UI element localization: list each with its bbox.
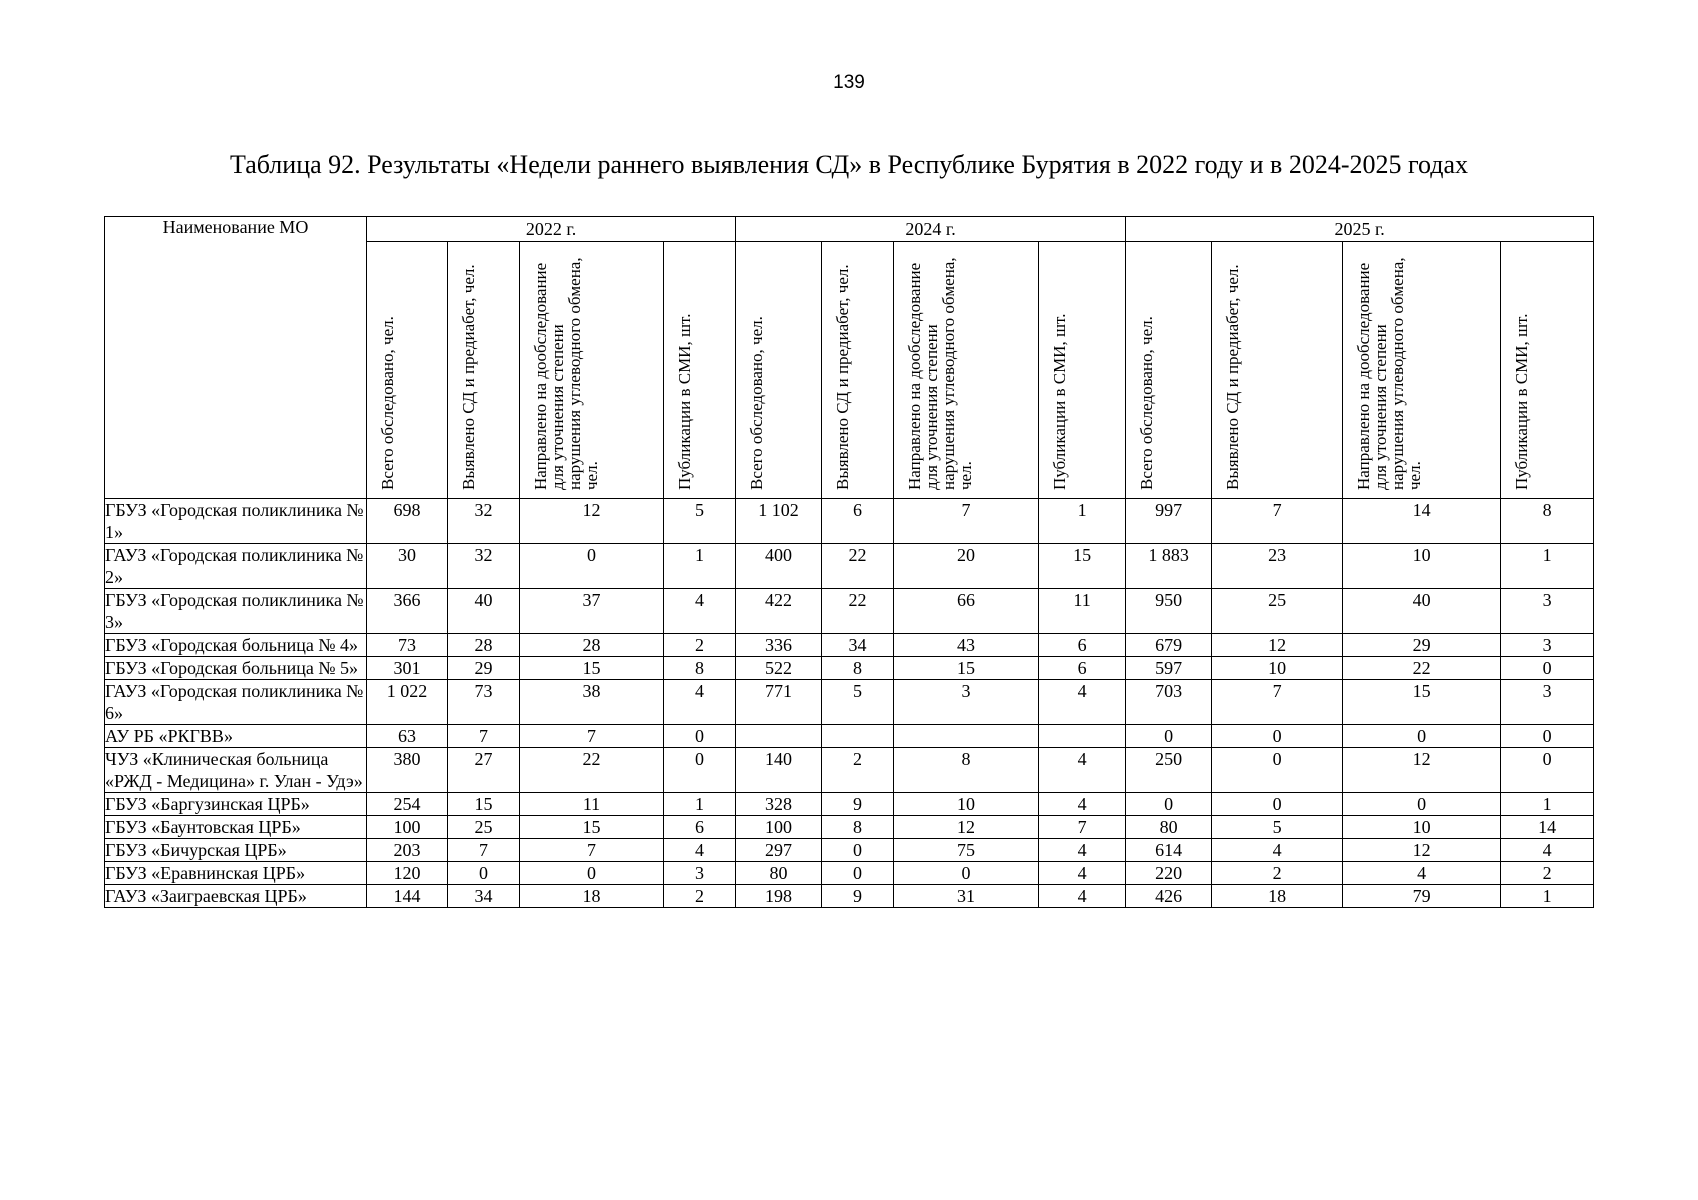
value-cell: 2 [664, 634, 736, 657]
page-number: 139 [833, 72, 865, 93]
value-cell: 250 [1126, 748, 1212, 793]
value-cell: 254 [367, 793, 448, 816]
mo-name: АУ РБ «РКГВВ» [105, 725, 367, 748]
table-row [105, 589, 1594, 634]
value-cell: 6 [1039, 657, 1126, 680]
value-cell: 2 [1212, 862, 1343, 885]
value-cell: 7 [894, 499, 1039, 544]
mo-name: ГАУЗ «Городская поликлиника № 6» [105, 680, 367, 725]
year-header-2024: 2024 г. [736, 217, 1126, 242]
year-header-2025: 2025 г. [1126, 217, 1594, 242]
value-cell: 43 [894, 634, 1039, 657]
value-cell: 22 [822, 589, 894, 634]
value-cell: 4 [1039, 748, 1126, 793]
value-cell: 80 [736, 862, 822, 885]
value-cell: 29 [1343, 634, 1501, 657]
subheader-label: Выявлено СД и предиабет, чел. [1223, 264, 1243, 490]
value-cell: 522 [736, 657, 822, 680]
value-cell: 2 [822, 748, 894, 793]
value-cell: 40 [448, 589, 520, 634]
subheader-label: Направлено на дообследование для уточнения степени нарушения углеводного обмена, чел. [905, 257, 976, 490]
value-cell [822, 725, 894, 748]
value-cell: 7 [1212, 499, 1343, 544]
value-cell: 1 [1501, 793, 1594, 816]
value-cell: 1 [664, 544, 736, 589]
value-cell: 15 [1343, 680, 1501, 725]
table-row [105, 839, 1594, 862]
value-cell: 1 022 [367, 680, 448, 725]
subheader-label: Всего обследовано, чел. [1137, 316, 1157, 490]
value-cell: 12 [1343, 748, 1501, 793]
value-cell: 1 [1501, 885, 1594, 908]
value-cell: 3 [1501, 589, 1594, 634]
mo-name: ГБУЗ «Городская поликлиника № 1» [105, 499, 367, 544]
value-cell: 8 [822, 816, 894, 839]
value-cell: 27 [448, 748, 520, 793]
value-cell: 220 [1126, 862, 1212, 885]
value-cell: 10 [894, 793, 1039, 816]
value-cell: 79 [1343, 885, 1501, 908]
value-cell: 14 [1343, 499, 1501, 544]
subheader-1-1 [367, 242, 448, 499]
subheader-label: Направлено на дообследование для уточнения степени нарушения углеводного обмена, чел. [1354, 257, 1425, 490]
value-cell: 73 [367, 634, 448, 657]
value-cell: 1 102 [736, 499, 822, 544]
table-row [105, 657, 1594, 680]
value-cell: 0 [1212, 725, 1343, 748]
mo-name: ГБУЗ «Городская поликлиника № 3» [105, 589, 367, 634]
year-header-2022: 2022 г. [367, 217, 736, 242]
value-cell: 20 [894, 544, 1039, 589]
value-cell: 7 [520, 839, 664, 862]
value-cell: 25 [448, 816, 520, 839]
value-cell: 9 [822, 793, 894, 816]
table-title: Таблица 92. Результаты «Недели раннего выявления СД» в Республике Бурятия в 2022 году и в 2024-2025 годах [229, 150, 1469, 179]
value-cell: 0 [520, 544, 664, 589]
value-cell: 10 [1343, 816, 1501, 839]
table-row [105, 862, 1594, 885]
value-cell: 12 [894, 816, 1039, 839]
value-cell: 5 [664, 499, 736, 544]
value-cell: 3 [664, 862, 736, 885]
value-cell: 30 [367, 544, 448, 589]
value-cell: 0 [1212, 748, 1343, 793]
mo-name: ГБУЗ «Баргузинская ЦРБ» [105, 793, 367, 816]
table-row [105, 885, 1594, 908]
value-cell: 698 [367, 499, 448, 544]
value-cell: 3 [1501, 680, 1594, 725]
value-cell: 5 [822, 680, 894, 725]
value-cell: 1 883 [1126, 544, 1212, 589]
value-cell: 18 [1212, 885, 1343, 908]
subheader-2-4 [1039, 242, 1126, 499]
subheader-label: Всего обследовано, чел. [747, 316, 767, 490]
subheader-2-3 [894, 242, 1039, 499]
value-cell: 75 [894, 839, 1039, 862]
value-cell: 15 [520, 657, 664, 680]
table-row [105, 634, 1594, 657]
value-cell: 2 [1501, 862, 1594, 885]
value-cell: 4 [664, 839, 736, 862]
value-cell: 5 [1212, 816, 1343, 839]
subheader-label: Публикации в СМИ, шт. [1050, 313, 1070, 490]
value-cell: 31 [894, 885, 1039, 908]
value-cell: 0 [664, 748, 736, 793]
table-row [105, 499, 1594, 544]
table-row [105, 725, 1594, 748]
value-cell: 66 [894, 589, 1039, 634]
value-cell: 0 [822, 839, 894, 862]
subheader-label: Выявлено СД и предиабет, чел. [833, 264, 853, 490]
value-cell: 63 [367, 725, 448, 748]
value-cell: 0 [1501, 657, 1594, 680]
value-cell: 679 [1126, 634, 1212, 657]
value-cell: 0 [822, 862, 894, 885]
value-cell: 4 [1039, 885, 1126, 908]
value-cell: 614 [1126, 839, 1212, 862]
value-cell: 4 [1501, 839, 1594, 862]
value-cell: 8 [894, 748, 1039, 793]
value-cell [736, 725, 822, 748]
mo-name: ГБУЗ «Бичурская ЦРБ» [105, 839, 367, 862]
table-row [105, 793, 1594, 816]
value-cell: 3 [1501, 634, 1594, 657]
value-cell: 4 [664, 680, 736, 725]
value-cell: 7 [520, 725, 664, 748]
subheader-3-1 [1126, 242, 1212, 499]
subheader-label: Публикации в СМИ, шт. [675, 313, 694, 490]
value-cell: 12 [1343, 839, 1501, 862]
value-cell: 0 [1212, 793, 1343, 816]
subheader-1-4 [664, 242, 736, 499]
value-cell: 34 [822, 634, 894, 657]
value-cell: 15 [894, 657, 1039, 680]
mo-name: ГБУЗ «Городская больница № 4» [105, 634, 367, 657]
subheader-3-2 [1212, 242, 1343, 499]
value-cell: 120 [367, 862, 448, 885]
value-cell: 28 [520, 634, 664, 657]
subheader-1-2 [448, 242, 520, 499]
mo-name: ГБУЗ «Городская больница № 5» [105, 657, 367, 680]
value-cell: 28 [448, 634, 520, 657]
value-cell: 22 [822, 544, 894, 589]
value-cell: 14 [1501, 816, 1594, 839]
value-cell: 0 [1343, 725, 1501, 748]
value-cell: 422 [736, 589, 822, 634]
value-cell: 80 [1126, 816, 1212, 839]
value-cell: 29 [448, 657, 520, 680]
value-cell: 144 [367, 885, 448, 908]
value-cell: 366 [367, 589, 448, 634]
value-cell: 597 [1126, 657, 1212, 680]
subheader-label: Выявлено СД и предиабет, чел. [459, 264, 478, 490]
value-cell: 336 [736, 634, 822, 657]
value-cell: 7 [1039, 816, 1126, 839]
value-cell: 10 [1212, 657, 1343, 680]
value-cell: 7 [448, 725, 520, 748]
value-cell: 6 [1039, 634, 1126, 657]
value-cell: 0 [1126, 793, 1212, 816]
value-cell: 3 [894, 680, 1039, 725]
value-cell: 7 [1212, 680, 1343, 725]
results-table [104, 216, 1594, 908]
mo-name: ГАУЗ «Заиграевская ЦРБ» [105, 885, 367, 908]
value-cell: 11 [1039, 589, 1126, 634]
value-cell: 25 [1212, 589, 1343, 634]
subheader-label: Публикации в СМИ, шт. [1512, 313, 1532, 490]
value-cell: 4 [1212, 839, 1343, 862]
value-cell: 0 [520, 862, 664, 885]
value-cell: 7 [448, 839, 520, 862]
value-cell: 73 [448, 680, 520, 725]
value-cell: 950 [1126, 589, 1212, 634]
value-cell: 380 [367, 748, 448, 793]
value-cell: 0 [1501, 748, 1594, 793]
value-cell: 15 [520, 816, 664, 839]
value-cell: 32 [448, 544, 520, 589]
value-cell: 328 [736, 793, 822, 816]
value-cell [1039, 725, 1126, 748]
value-cell: 703 [1126, 680, 1212, 725]
value-cell: 1 [664, 793, 736, 816]
value-cell: 11 [520, 793, 664, 816]
subheader-2-1 [736, 242, 822, 499]
value-cell: 4 [1039, 793, 1126, 816]
value-cell: 8 [822, 657, 894, 680]
value-cell: 22 [1343, 657, 1501, 680]
value-cell: 23 [1212, 544, 1343, 589]
value-cell: 4 [664, 589, 736, 634]
value-cell: 400 [736, 544, 822, 589]
table-row [105, 748, 1594, 793]
subheader-label: Направлено на дообследование для уточнения степени нарушения углеводного обмена, чел. [531, 257, 601, 490]
value-cell: 140 [736, 748, 822, 793]
subheader-3-3 [1343, 242, 1501, 499]
value-cell: 4 [1343, 862, 1501, 885]
value-cell: 18 [520, 885, 664, 908]
value-cell: 22 [520, 748, 664, 793]
value-cell: 0 [894, 862, 1039, 885]
subheader-1-3 [520, 242, 664, 499]
table-row [105, 680, 1594, 725]
value-cell: 100 [736, 816, 822, 839]
value-cell: 1 [1039, 499, 1126, 544]
value-cell: 15 [1039, 544, 1126, 589]
value-cell: 37 [520, 589, 664, 634]
value-cell: 9 [822, 885, 894, 908]
value-cell: 4 [1039, 862, 1126, 885]
value-cell: 15 [448, 793, 520, 816]
value-cell: 203 [367, 839, 448, 862]
value-cell: 34 [448, 885, 520, 908]
value-cell: 0 [664, 725, 736, 748]
value-cell: 8 [664, 657, 736, 680]
value-cell: 0 [448, 862, 520, 885]
value-cell: 32 [448, 499, 520, 544]
subheader-label: Всего обследовано, чел. [378, 316, 397, 490]
value-cell: 100 [367, 816, 448, 839]
value-cell: 1 [1501, 544, 1594, 589]
subheader-2-2 [822, 242, 894, 499]
mo-name: ГБУЗ «Еравнинская ЦРБ» [105, 862, 367, 885]
value-cell: 0 [1343, 793, 1501, 816]
value-cell: 6 [822, 499, 894, 544]
value-cell: 771 [736, 680, 822, 725]
value-cell: 4 [1039, 839, 1126, 862]
value-cell [894, 725, 1039, 748]
value-cell: 301 [367, 657, 448, 680]
name-column-header: Наименование МО [105, 217, 367, 499]
value-cell: 6 [664, 816, 736, 839]
value-cell: 12 [1212, 634, 1343, 657]
value-cell: 426 [1126, 885, 1212, 908]
mo-name: ЧУЗ «Клиническая больница «РЖД - Медицина» г. Улан - Удэ» [105, 748, 367, 793]
value-cell: 10 [1343, 544, 1501, 589]
value-cell: 38 [520, 680, 664, 725]
value-cell: 0 [1501, 725, 1594, 748]
mo-name: ГБУЗ «Баунтовская ЦРБ» [105, 816, 367, 839]
value-cell: 40 [1343, 589, 1501, 634]
subheader-3-4 [1501, 242, 1594, 499]
value-cell: 0 [1126, 725, 1212, 748]
mo-name: ГАУЗ «Городская поликлиника № 2» [105, 544, 367, 589]
value-cell: 4 [1039, 680, 1126, 725]
value-cell: 997 [1126, 499, 1212, 544]
value-cell: 2 [664, 885, 736, 908]
table-row [105, 816, 1594, 839]
table-row [105, 544, 1594, 589]
value-cell: 297 [736, 839, 822, 862]
value-cell: 198 [736, 885, 822, 908]
value-cell: 12 [520, 499, 664, 544]
value-cell: 8 [1501, 499, 1594, 544]
